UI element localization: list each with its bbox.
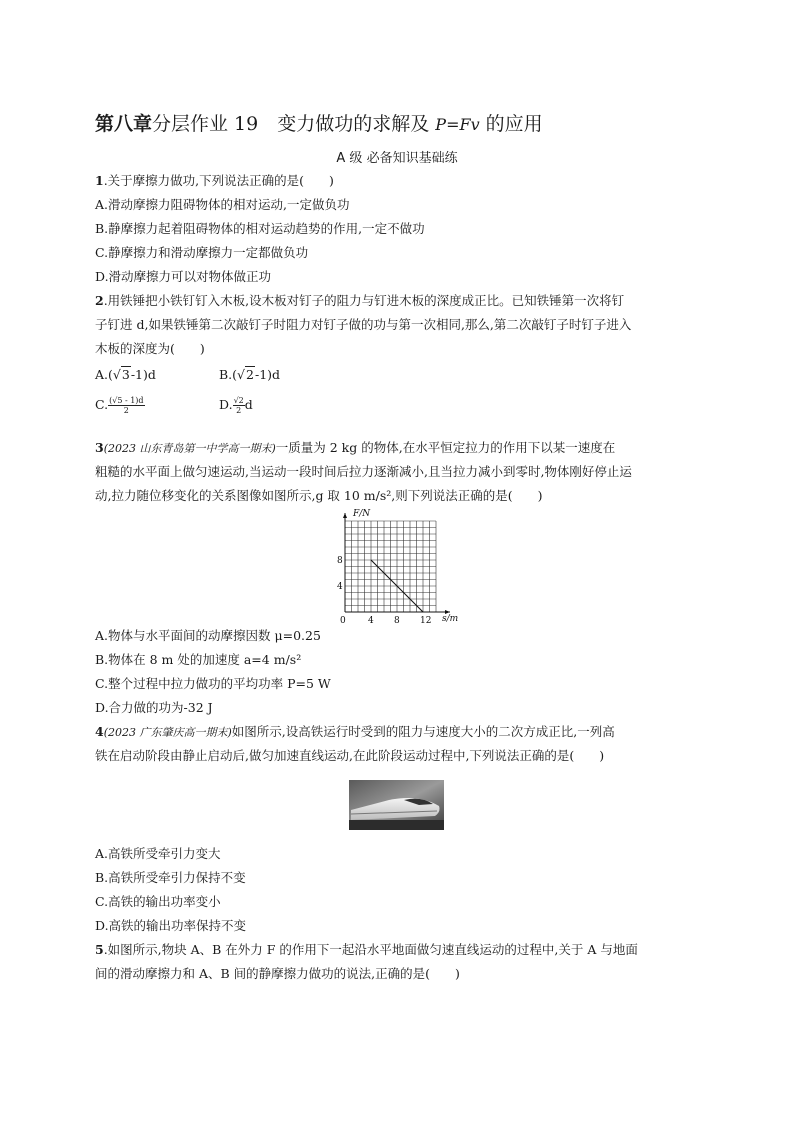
page-title bbox=[95, 109, 543, 136]
x-axis-label: s/m bbox=[442, 614, 459, 624]
y-tick-label: 8 bbox=[337, 556, 343, 566]
chart-axes bbox=[337, 513, 450, 625]
q5-stem-1: 5.如图所示,物块 A、B 在外力 F 的作用下一起沿水平地面做匀速直线运动的过程中,关于 A 与地面 bbox=[95, 942, 638, 957]
q4-option-c: C.高铁的输出功率变小 bbox=[95, 894, 221, 909]
topic-prefix: 变力做功的求解及 bbox=[277, 113, 436, 135]
q2-stem-2: 子钉进 d,如果铁锤第二次敲钉子时阻力对钉子做的功与第一次相同,那么,第二次敲钉子时钉子进入 bbox=[95, 317, 632, 332]
q3-stem-3: 动,拉力随位移变化的关系图像如图所示,g 取 10 m/s²,则下列说法正确的是( ) bbox=[95, 488, 543, 503]
q1-option-a: A.滑动摩擦力阻碍物体的相对运动,一定做负功 bbox=[95, 197, 350, 212]
q1-option-c: C.静摩擦力和滑动摩擦力一定都做负功 bbox=[95, 245, 309, 260]
q3-option-b: B.物体在 8 m 处的加速度 a=4 m/s² bbox=[95, 652, 302, 667]
q2-option-d: D. $\frac{√2}{2}$ d bbox=[219, 396, 253, 415]
assignment-label: 分层作业 19 bbox=[152, 113, 259, 135]
q3-option-d: D.合力做的功为-32 J bbox=[95, 700, 213, 715]
q3-source: (2023 山东青岛第一中学高一期末) bbox=[103, 442, 276, 455]
chart-grid bbox=[345, 521, 436, 612]
q1-stem: 1.关于摩擦力做功,下列说法正确的是( ) bbox=[95, 173, 334, 188]
x-tick-label: 8 bbox=[394, 616, 400, 625]
high-speed-train-image bbox=[349, 780, 444, 830]
force-displacement-chart bbox=[335, 505, 460, 625]
q4-option-a: A.高铁所受牵引力变大 bbox=[95, 846, 221, 861]
q3-stem-2: 粗糙的水平面上做匀速运动,当运动一段时间后拉力逐渐减小,且当拉力减小到零时,物体刚好停止运 bbox=[95, 464, 632, 479]
q4-source: (2023 广东肇庆高一期末) bbox=[103, 726, 232, 739]
topic-suffix: 的应用 bbox=[479, 113, 543, 135]
q3-stem-1: 3(2023 山东青岛第一中学高一期末)一质量为 2 kg 的物体,在水平恒定拉力的作用下以某一速度在 bbox=[95, 440, 616, 455]
y-axis-arrow bbox=[343, 513, 347, 518]
q3-option-c: C.整个过程中拉力做功的平均功率 P=5 W bbox=[95, 676, 331, 691]
q2-stem-1: 2.用铁锤把小铁钉钉入木板,设木板对钉子的阻力与钉进木板的深度成正比。已知铁锤第一次将钉 bbox=[95, 293, 625, 308]
section-heading: A 级 必备知识基础练 bbox=[336, 151, 458, 166]
y-axis-label: F/N bbox=[353, 509, 371, 519]
chapter-label: 第八章 bbox=[95, 113, 153, 135]
q2-option-a: A.(√3-1)d bbox=[95, 367, 156, 382]
q2-option-c: C. $\frac{(√5 - 1)d}{2}$ bbox=[95, 396, 144, 415]
q2-option-b: B.(√2-1)d bbox=[219, 367, 281, 382]
q4-stem-2: 铁在启动阶段由静止启动后,做匀加速直线运动,在此阶段运动过程中,下列说法正确的是( ) bbox=[95, 748, 605, 763]
q4-stem-1: 4(2023 广东肇庆高一期末)如图所示,设高铁运行时受到的阻力与速度大小的二次方成正比,一列高 bbox=[95, 724, 615, 739]
x-tick-label: 4 bbox=[368, 616, 374, 625]
q1-option-d: D.滑动摩擦力可以对物体做正功 bbox=[95, 269, 272, 284]
q5-stem-2: 间的滑动摩擦力和 A、B 间的静摩擦力做功的说法,正确的是( ) bbox=[95, 966, 460, 981]
x-tick-label: 0 bbox=[340, 616, 346, 625]
x-tick-label: 12 bbox=[420, 616, 432, 625]
y-tick-label: 4 bbox=[337, 582, 343, 592]
q2-stem-3: 木板的深度为( ) bbox=[95, 341, 205, 356]
q3-option-a: A.物体与水平面间的动摩擦因数 μ=0.25 bbox=[95, 628, 321, 643]
q1-option-b: B.静摩擦力起着阻碍物体的相对运动趋势的作用,一定不做功 bbox=[95, 221, 425, 236]
q4-option-b: B.高铁所受牵引力保持不变 bbox=[95, 870, 246, 885]
q4-option-d: D.高铁的输出功率保持不变 bbox=[95, 918, 247, 933]
topic-formula: P=Fv bbox=[435, 115, 480, 134]
